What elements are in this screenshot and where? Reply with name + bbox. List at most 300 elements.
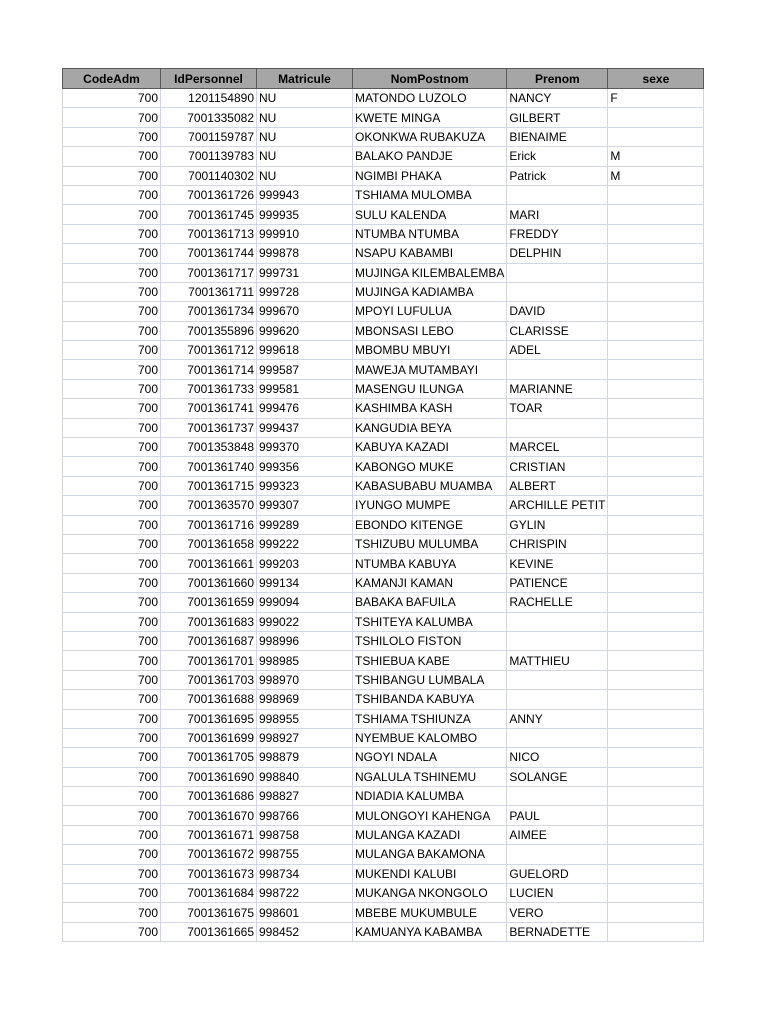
cell-nompostnom[interactable]	[353, 845, 507, 864]
cell-codeadm[interactable]	[63, 244, 161, 263]
cell-prenom[interactable]	[507, 903, 608, 922]
cell-sexe[interactable]	[608, 767, 704, 786]
cell-value: 7001361687	[187, 634, 254, 649]
cell-nompostnom[interactable]	[353, 341, 507, 360]
cell-prenom[interactable]	[507, 166, 608, 185]
cell-codeadm[interactable]	[63, 748, 161, 767]
cell-matricule[interactable]	[257, 418, 353, 437]
cell-nompostnom[interactable]	[353, 321, 507, 340]
cell-idpersonnel[interactable]	[161, 224, 257, 243]
cell-codeadm[interactable]	[63, 282, 161, 301]
cell-idpersonnel[interactable]	[161, 263, 257, 282]
cell-matricule[interactable]	[257, 709, 353, 728]
cell-nompostnom[interactable]	[353, 573, 507, 592]
cell-matricule[interactable]	[257, 864, 353, 883]
cell-sexe[interactable]	[608, 612, 704, 631]
cell-codeadm[interactable]	[63, 496, 161, 515]
cell-value: 998927	[259, 731, 300, 746]
cell-prenom[interactable]	[507, 806, 608, 825]
cell-prenom[interactable]	[507, 651, 608, 670]
cell-sexe[interactable]	[608, 360, 704, 379]
cell-sexe[interactable]	[608, 728, 704, 747]
cell-matricule[interactable]	[257, 690, 353, 709]
cell-prenom[interactable]	[507, 108, 608, 127]
cell-nompostnom[interactable]	[353, 127, 507, 146]
table-row	[63, 767, 704, 786]
cell-codeadm[interactable]	[63, 573, 161, 592]
cell-codeadm[interactable]	[63, 263, 161, 282]
cell-sexe[interactable]	[608, 496, 704, 515]
cell-idpersonnel[interactable]	[161, 884, 257, 903]
cell-sexe[interactable]	[608, 321, 704, 340]
cell-nompostnom[interactable]	[353, 89, 507, 108]
cell-sexe[interactable]	[608, 884, 704, 903]
cell-nompostnom[interactable]	[353, 787, 507, 806]
cell-matricule[interactable]	[257, 806, 353, 825]
cell-prenom[interactable]	[507, 612, 608, 631]
cell-prenom[interactable]	[507, 476, 608, 495]
cell-codeadm[interactable]	[63, 438, 161, 457]
cell-matricule[interactable]	[257, 108, 353, 127]
cell-matricule[interactable]	[257, 631, 353, 650]
cell-idpersonnel[interactable]	[161, 554, 257, 573]
cell-matricule[interactable]	[257, 748, 353, 767]
cell-idpersonnel[interactable]	[161, 205, 257, 224]
cell-matricule[interactable]	[257, 787, 353, 806]
cell-codeadm[interactable]	[63, 709, 161, 728]
cell-value: 7001361737	[187, 420, 254, 435]
cell-sexe[interactable]	[608, 399, 704, 418]
cell-nompostnom[interactable]	[353, 864, 507, 883]
cell-sexe[interactable]	[608, 476, 704, 495]
cell-value: 700	[137, 614, 158, 629]
cell-value: 999620	[259, 323, 300, 338]
cell-sexe[interactable]	[608, 418, 704, 437]
header-prenom[interactable]: Prenom	[507, 69, 608, 89]
cell-codeadm[interactable]	[63, 360, 161, 379]
cell-prenom[interactable]	[507, 438, 608, 457]
cell-prenom[interactable]	[507, 631, 608, 650]
cell-nompostnom[interactable]	[353, 651, 507, 670]
cell-idpersonnel[interactable]	[161, 670, 257, 689]
cell-idpersonnel[interactable]	[161, 496, 257, 515]
cell-matricule[interactable]	[257, 341, 353, 360]
cell-idpersonnel[interactable]	[161, 127, 257, 146]
header-nompostnom[interactable]: NomPostnom	[353, 69, 507, 89]
cell-codeadm[interactable]	[63, 321, 161, 340]
cell-prenom[interactable]	[507, 341, 608, 360]
cell-sexe[interactable]	[608, 670, 704, 689]
cell-nompostnom[interactable]	[353, 612, 507, 631]
cell-codeadm[interactable]	[63, 593, 161, 612]
cell-prenom[interactable]	[507, 709, 608, 728]
cell-idpersonnel[interactable]	[161, 651, 257, 670]
table-row	[63, 438, 704, 457]
cell-matricule[interactable]	[257, 903, 353, 922]
cell-idpersonnel[interactable]	[161, 108, 257, 127]
cell-codeadm[interactable]	[63, 185, 161, 204]
cell-prenom[interactable]	[507, 825, 608, 844]
cell-value: PATIENCE	[509, 575, 568, 590]
cell-sexe[interactable]	[608, 341, 704, 360]
cell-sexe[interactable]	[608, 806, 704, 825]
cell-matricule[interactable]	[257, 534, 353, 553]
cell-nompostnom[interactable]	[353, 554, 507, 573]
cell-nompostnom[interactable]	[353, 515, 507, 534]
cell-nompostnom[interactable]	[353, 302, 507, 321]
cell-matricule[interactable]	[257, 360, 353, 379]
cell-codeadm[interactable]	[63, 670, 161, 689]
table-row	[63, 864, 704, 883]
cell-idpersonnel[interactable]	[161, 166, 257, 185]
cell-nompostnom[interactable]	[353, 806, 507, 825]
cell-value: 700	[137, 924, 158, 939]
cell-nompostnom[interactable]	[353, 496, 507, 515]
cell-codeadm[interactable]	[63, 147, 161, 166]
cell-value: 7001363570	[187, 498, 254, 513]
cell-value: 700	[137, 634, 158, 649]
cell-matricule[interactable]	[257, 282, 353, 301]
cell-idpersonnel[interactable]	[161, 89, 257, 108]
cell-prenom[interactable]	[507, 302, 608, 321]
cell-codeadm[interactable]	[63, 903, 161, 922]
cell-prenom[interactable]	[507, 263, 608, 282]
cell-idpersonnel[interactable]	[161, 903, 257, 922]
cell-nompostnom[interactable]	[353, 399, 507, 418]
cell-sexe[interactable]	[608, 573, 704, 592]
cell-idpersonnel[interactable]	[161, 244, 257, 263]
cell-matricule[interactable]	[257, 457, 353, 476]
cell-idpersonnel[interactable]	[161, 515, 257, 534]
cell-prenom[interactable]	[507, 690, 608, 709]
cell-codeadm[interactable]	[63, 651, 161, 670]
cell-codeadm[interactable]	[63, 884, 161, 903]
cell-prenom[interactable]	[507, 922, 608, 941]
cell-matricule[interactable]	[257, 127, 353, 146]
header-idpersonnel[interactable]: IdPersonnel	[161, 69, 257, 89]
cell-idpersonnel[interactable]	[161, 457, 257, 476]
cell-sexe[interactable]	[608, 89, 704, 108]
cell-sexe[interactable]	[608, 205, 704, 224]
cell-idpersonnel[interactable]	[161, 767, 257, 786]
cell-codeadm[interactable]	[63, 476, 161, 495]
cell-nompostnom[interactable]	[353, 244, 507, 263]
cell-codeadm[interactable]	[63, 631, 161, 650]
cell-prenom[interactable]	[507, 534, 608, 553]
cell-matricule[interactable]	[257, 515, 353, 534]
cell-idpersonnel[interactable]	[161, 787, 257, 806]
cell-sexe[interactable]	[608, 534, 704, 553]
cell-codeadm[interactable]	[63, 302, 161, 321]
cell-prenom[interactable]	[507, 748, 608, 767]
cell-sexe[interactable]	[608, 379, 704, 398]
cell-sexe[interactable]	[608, 185, 704, 204]
cell-codeadm[interactable]	[63, 166, 161, 185]
cell-prenom[interactable]	[507, 360, 608, 379]
cell-nompostnom[interactable]	[353, 282, 507, 301]
cell-codeadm[interactable]	[63, 341, 161, 360]
cell-sexe[interactable]	[608, 108, 704, 127]
cell-prenom[interactable]	[507, 89, 608, 108]
cell-prenom[interactable]	[507, 457, 608, 476]
cell-codeadm[interactable]	[63, 379, 161, 398]
cell-codeadm[interactable]	[63, 418, 161, 437]
cell-value: 7001361684	[187, 886, 254, 901]
cell-codeadm[interactable]	[63, 127, 161, 146]
cell-sexe[interactable]	[608, 651, 704, 670]
cell-nompostnom[interactable]	[353, 224, 507, 243]
cell-idpersonnel[interactable]	[161, 864, 257, 883]
cell-sexe[interactable]	[608, 593, 704, 612]
cell-prenom[interactable]	[507, 399, 608, 418]
cell-value: KABASUBABU MUAMBA	[355, 479, 493, 493]
cell-codeadm[interactable]	[63, 825, 161, 844]
cell-matricule[interactable]	[257, 89, 353, 108]
cell-prenom[interactable]	[507, 787, 608, 806]
cell-sexe[interactable]	[608, 244, 704, 263]
cell-matricule[interactable]	[257, 593, 353, 612]
cell-idpersonnel[interactable]	[161, 845, 257, 864]
cell-prenom[interactable]	[507, 864, 608, 883]
cell-prenom[interactable]	[507, 670, 608, 689]
cell-value: MBONSASI LEBO	[355, 323, 454, 338]
cell-idpersonnel[interactable]	[161, 476, 257, 495]
cell-idpersonnel[interactable]	[161, 360, 257, 379]
cell-codeadm[interactable]	[63, 534, 161, 553]
cell-idpersonnel[interactable]	[161, 438, 257, 457]
cell-codeadm[interactable]	[63, 787, 161, 806]
cell-prenom[interactable]	[507, 573, 608, 592]
cell-matricule[interactable]	[257, 205, 353, 224]
cell-sexe[interactable]	[608, 922, 704, 941]
cell-idpersonnel[interactable]	[161, 806, 257, 825]
cell-matricule[interactable]	[257, 399, 353, 418]
cell-sexe[interactable]	[608, 787, 704, 806]
cell-matricule[interactable]	[257, 321, 353, 340]
cell-nompostnom[interactable]	[353, 631, 507, 650]
cell-nompostnom[interactable]	[353, 922, 507, 941]
table-row	[63, 728, 704, 747]
cell-prenom[interactable]	[507, 767, 608, 786]
cell-prenom[interactable]	[507, 728, 608, 747]
cell-idpersonnel[interactable]	[161, 321, 257, 340]
cell-prenom[interactable]	[507, 554, 608, 573]
cell-sexe[interactable]	[608, 690, 704, 709]
cell-codeadm[interactable]	[63, 690, 161, 709]
cell-matricule[interactable]	[257, 767, 353, 786]
cell-codeadm[interactable]	[63, 922, 161, 941]
cell-nompostnom[interactable]	[353, 379, 507, 398]
cell-prenom[interactable]	[507, 496, 608, 515]
cell-idpersonnel[interactable]	[161, 631, 257, 650]
cell-idpersonnel[interactable]	[161, 748, 257, 767]
cell-codeadm[interactable]	[63, 515, 161, 534]
cell-nompostnom[interactable]	[353, 108, 507, 127]
cell-value: 700	[137, 866, 158, 881]
cell-matricule[interactable]	[257, 476, 353, 495]
cell-idpersonnel[interactable]	[161, 709, 257, 728]
cell-matricule[interactable]	[257, 670, 353, 689]
cell-nompostnom[interactable]	[353, 263, 507, 282]
cell-nompostnom[interactable]	[353, 166, 507, 185]
cell-value: NYEMBUE KALOMBO	[355, 731, 478, 746]
cell-nompostnom[interactable]	[353, 457, 507, 476]
cell-matricule[interactable]	[257, 224, 353, 243]
cell-value: NGALULA TSHINEMU	[355, 769, 477, 784]
cell-idpersonnel[interactable]	[161, 302, 257, 321]
cell-codeadm[interactable]	[63, 864, 161, 883]
cell-prenom[interactable]	[507, 515, 608, 534]
cell-prenom[interactable]	[507, 127, 608, 146]
cell-sexe[interactable]	[608, 515, 704, 534]
cell-sexe[interactable]	[608, 302, 704, 321]
cell-matricule[interactable]	[257, 845, 353, 864]
cell-matricule[interactable]	[257, 166, 353, 185]
cell-sexe[interactable]	[608, 224, 704, 243]
cell-nompostnom[interactable]	[353, 670, 507, 689]
cell-matricule[interactable]	[257, 922, 353, 941]
cell-prenom[interactable]	[507, 321, 608, 340]
cell-codeadm[interactable]	[63, 612, 161, 631]
cell-nompostnom[interactable]	[353, 825, 507, 844]
cell-idpersonnel[interactable]	[161, 341, 257, 360]
cell-sexe[interactable]	[608, 457, 704, 476]
cell-idpersonnel[interactable]	[161, 612, 257, 631]
cell-value: KABUYA KAZADI	[355, 440, 449, 455]
cell-sexe[interactable]	[608, 282, 704, 301]
cell-sexe[interactable]	[608, 127, 704, 146]
cell-matricule[interactable]	[257, 496, 353, 515]
cell-codeadm[interactable]	[63, 399, 161, 418]
cell-prenom[interactable]	[507, 845, 608, 864]
cell-nompostnom[interactable]	[353, 438, 507, 457]
cell-sexe[interactable]	[608, 147, 704, 166]
cell-sexe[interactable]	[608, 845, 704, 864]
cell-matricule[interactable]	[257, 554, 353, 573]
header-codeadm[interactable]: CodeAdm	[63, 69, 161, 89]
cell-matricule[interactable]	[257, 612, 353, 631]
cell-nompostnom[interactable]	[353, 534, 507, 553]
header-matricule[interactable]: Matricule	[257, 69, 353, 89]
cell-nompostnom[interactable]	[353, 360, 507, 379]
cell-idpersonnel[interactable]	[161, 690, 257, 709]
cell-nompostnom[interactable]	[353, 709, 507, 728]
cell-nompostnom[interactable]	[353, 185, 507, 204]
cell-nompostnom[interactable]	[353, 418, 507, 437]
cell-idpersonnel[interactable]	[161, 418, 257, 437]
cell-matricule[interactable]	[257, 147, 353, 166]
cell-idpersonnel[interactable]	[161, 147, 257, 166]
cell-nompostnom[interactable]	[353, 748, 507, 767]
cell-value: NU	[259, 91, 277, 106]
cell-matricule[interactable]	[257, 728, 353, 747]
cell-sexe[interactable]	[608, 166, 704, 185]
cell-sexe[interactable]	[608, 903, 704, 922]
cell-sexe[interactable]	[608, 438, 704, 457]
cell-value: 998734	[259, 866, 300, 881]
cell-idpersonnel[interactable]	[161, 825, 257, 844]
cell-idpersonnel[interactable]	[161, 399, 257, 418]
cell-codeadm[interactable]	[63, 554, 161, 573]
cell-sexe[interactable]	[608, 709, 704, 728]
cell-nompostnom[interactable]	[353, 903, 507, 922]
cell-nompostnom[interactable]	[353, 728, 507, 747]
cell-idpersonnel[interactable]	[161, 282, 257, 301]
cell-matricule[interactable]	[257, 438, 353, 457]
cell-nompostnom[interactable]	[353, 690, 507, 709]
cell-idpersonnel[interactable]	[161, 728, 257, 747]
cell-prenom[interactable]	[507, 418, 608, 437]
cell-nompostnom[interactable]	[353, 593, 507, 612]
table-row	[63, 321, 704, 340]
cell-nompostnom[interactable]	[353, 147, 507, 166]
cell-prenom[interactable]	[507, 205, 608, 224]
cell-matricule[interactable]	[257, 263, 353, 282]
cell-codeadm[interactable]	[63, 108, 161, 127]
cell-matricule[interactable]	[257, 379, 353, 398]
cell-value: OKONKWA RUBAKUZA	[355, 129, 486, 144]
cell-codeadm[interactable]	[63, 205, 161, 224]
cell-sexe[interactable]	[608, 748, 704, 767]
cell-idpersonnel[interactable]	[161, 534, 257, 553]
cell-value: 999022	[259, 614, 300, 629]
cell-idpersonnel[interactable]	[161, 379, 257, 398]
cell-matricule[interactable]	[257, 573, 353, 592]
cell-idpersonnel[interactable]	[161, 573, 257, 592]
cell-codeadm[interactable]	[63, 457, 161, 476]
cell-nompostnom[interactable]	[353, 767, 507, 786]
cell-nompostnom[interactable]	[353, 884, 507, 903]
cell-sexe[interactable]	[608, 631, 704, 650]
cell-prenom[interactable]	[507, 147, 608, 166]
cell-value: SOLANGE	[509, 769, 568, 784]
cell-codeadm[interactable]	[63, 806, 161, 825]
cell-codeadm[interactable]	[63, 89, 161, 108]
cell-matricule[interactable]	[257, 244, 353, 263]
cell-matricule[interactable]	[257, 302, 353, 321]
cell-codeadm[interactable]	[63, 767, 161, 786]
cell-prenom[interactable]	[507, 593, 608, 612]
cell-nompostnom[interactable]	[353, 205, 507, 224]
table-row	[63, 845, 704, 864]
cell-matricule[interactable]	[257, 825, 353, 844]
cell-prenom[interactable]	[507, 379, 608, 398]
cell-sexe[interactable]	[608, 864, 704, 883]
header-sexe[interactable]: sexe	[608, 69, 704, 89]
cell-prenom[interactable]	[507, 224, 608, 243]
cell-prenom[interactable]	[507, 884, 608, 903]
cell-prenom[interactable]	[507, 244, 608, 263]
table-row	[63, 554, 704, 573]
cell-matricule[interactable]	[257, 651, 353, 670]
cell-prenom[interactable]	[507, 185, 608, 204]
cell-sexe[interactable]	[608, 825, 704, 844]
cell-value: 7001353848	[187, 440, 254, 455]
cell-codeadm[interactable]	[63, 845, 161, 864]
cell-sexe[interactable]	[608, 263, 704, 282]
cell-codeadm[interactable]	[63, 224, 161, 243]
cell-prenom[interactable]	[507, 282, 608, 301]
cell-matricule[interactable]	[257, 884, 353, 903]
cell-value: 999307	[259, 498, 300, 513]
cell-sexe[interactable]	[608, 554, 704, 573]
cell-idpersonnel[interactable]	[161, 922, 257, 941]
cell-idpersonnel[interactable]	[161, 185, 257, 204]
cell-idpersonnel[interactable]	[161, 593, 257, 612]
cell-matricule[interactable]	[257, 185, 353, 204]
cell-nompostnom[interactable]	[353, 476, 507, 495]
cell-codeadm[interactable]	[63, 728, 161, 747]
